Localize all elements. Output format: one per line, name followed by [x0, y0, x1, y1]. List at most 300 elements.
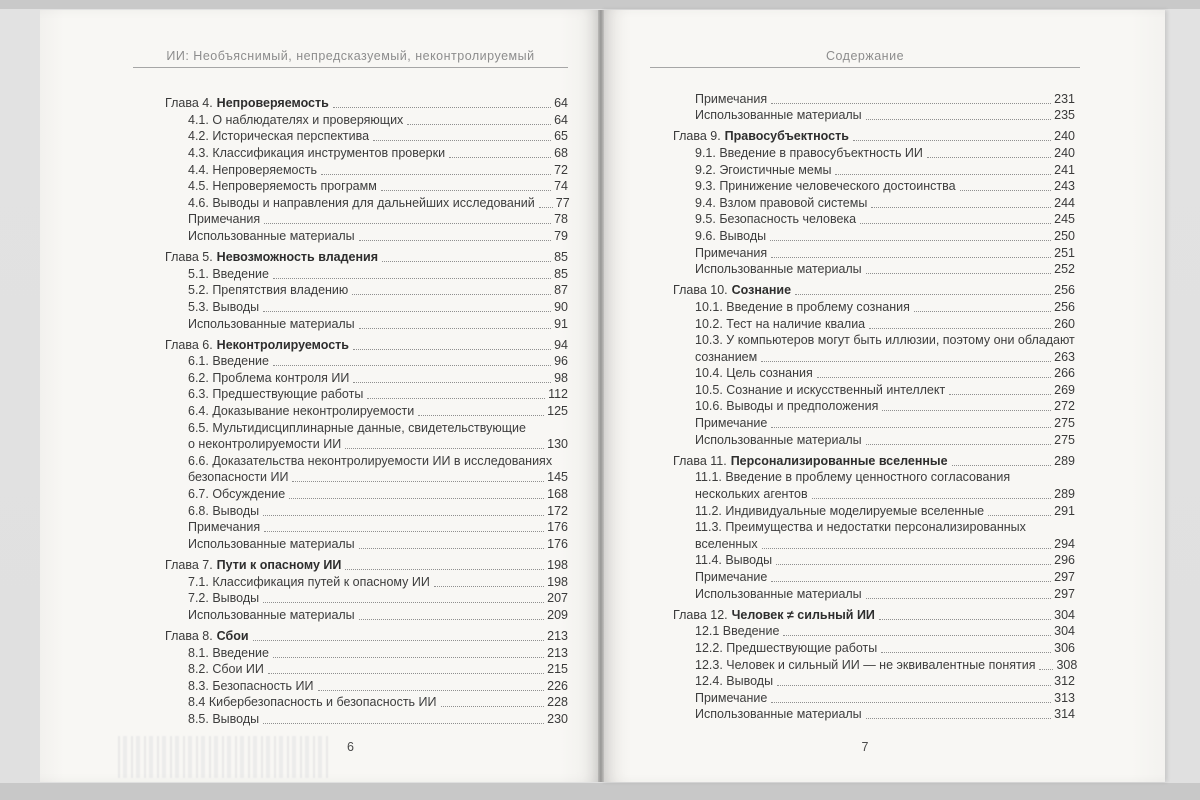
left-page-number: 6	[347, 740, 354, 754]
dot-leader	[264, 531, 544, 532]
dot-leader	[273, 278, 551, 279]
toc-page-ref: 65	[554, 129, 568, 144]
dot-leader	[359, 548, 544, 549]
chapter-number: Глава 11.	[673, 453, 727, 468]
toc-row	[650, 144, 1075, 161]
toc-row	[133, 535, 568, 552]
toc-entry-label: 4.3. Классификация инструментов проверки	[188, 145, 446, 160]
toc-page-ref: 312	[1054, 674, 1075, 689]
toc-row	[650, 519, 1075, 536]
toc-entry-label: 4.4. Непроверяемость	[188, 162, 317, 177]
toc-row	[133, 315, 568, 332]
toc-entry-label: 6.2. Проблема контроля ИИ	[188, 370, 350, 385]
toc-row	[650, 469, 1075, 486]
toc-entry-label: 8.1. Введение	[188, 645, 269, 660]
dot-leader	[866, 273, 1051, 274]
dot-leader	[318, 690, 545, 691]
dot-leader	[273, 365, 551, 366]
dot-leader	[771, 257, 1051, 258]
toc-row	[133, 386, 568, 403]
dot-leader	[253, 640, 545, 641]
toc-page-ref: 251	[1054, 245, 1075, 260]
dot-leader	[866, 718, 1051, 719]
toc-entry-label: 4.5. Непроверяемость программ	[188, 179, 377, 194]
toc-entry-label: 7.2. Выводы	[188, 591, 260, 606]
toc-page-ref: 91	[554, 316, 568, 331]
chapter-number: Глава 8.	[165, 628, 213, 643]
toc-entry-label: 10.6. Выводы и предположения	[695, 399, 879, 414]
toc-page-ref: 74	[554, 179, 568, 194]
toc-entry-label: 4.2. Историческая перспектива	[188, 129, 370, 144]
dot-leader	[373, 140, 551, 141]
toc-entry-label: 12.1 Введение	[695, 624, 780, 639]
toc-entry-label: 8.3. Безопасность ИИ	[188, 678, 314, 693]
chapter-number: Глава 6.	[165, 337, 213, 352]
toc-entry-label: Использованные материалы	[695, 586, 862, 601]
toc-page-ref: 240	[1054, 129, 1075, 144]
chapter-number: Глава 4.	[165, 96, 213, 111]
dot-leader	[539, 207, 553, 208]
dot-leader	[263, 723, 544, 724]
toc-entry-label-line1: 11.1. Введение в проблему ценностного согласования	[695, 470, 1011, 485]
toc-entry-label: Примечания	[695, 245, 768, 260]
toc-entry-label: Использованные материалы	[188, 607, 355, 622]
toc-row	[650, 673, 1075, 690]
toc-row	[650, 90, 1075, 107]
dot-leader	[812, 498, 1052, 499]
toc-page-ref: 289	[1054, 487, 1075, 502]
toc-page-ref: 77	[555, 195, 570, 210]
toc-row	[133, 606, 568, 623]
toc-entry-label: 6.7. Обсуждение	[188, 487, 286, 502]
toc-row	[133, 369, 568, 386]
toc-page-ref: 275	[1054, 432, 1075, 447]
toc-page-ref: 112	[548, 387, 568, 402]
toc-page-ref: 78	[554, 212, 568, 227]
toc-page-ref: 209	[547, 607, 568, 622]
toc-row	[133, 661, 568, 678]
dot-leader	[359, 328, 551, 329]
toc-entry-label-line1: 10.3. У компьютеров могут быть иллюзии, поэтому они обладают	[695, 333, 1075, 348]
dot-leader	[381, 190, 551, 191]
toc-row	[650, 282, 1075, 299]
toc-row	[650, 261, 1075, 278]
toc-entry-label-line1: 6.5. Мультидисциплинарные данные, свидетельствующие	[188, 420, 526, 435]
toc-page-ref: 235	[1054, 108, 1075, 123]
toc-row	[650, 706, 1075, 723]
toc-page-ref: 313	[1054, 690, 1075, 705]
toc-row	[650, 502, 1075, 519]
toc-page-ref: 250	[1054, 228, 1075, 243]
dot-leader	[321, 174, 551, 175]
chapter-title: Невозможность владения	[216, 250, 379, 265]
toc-page-ref: 256	[1054, 299, 1075, 314]
toc-page-ref: 289	[1054, 453, 1075, 468]
toc-page-ref: 215	[547, 662, 568, 677]
toc-page-ref: 308	[1056, 657, 1078, 672]
toc-entry-label: 10.2. Тест на наличие квалиа	[695, 316, 866, 331]
chapter-number: Глава 7.	[165, 558, 213, 572]
toc-page-ref: 256	[1054, 283, 1075, 298]
toc-row	[650, 639, 1075, 656]
chapter-title: Персонализированные вселенные	[730, 453, 948, 468]
toc-entry-label: Использованные материалы	[695, 707, 862, 722]
toc-entry-label: Использованные материалы	[695, 108, 862, 123]
toc-page-ref: 314	[1054, 707, 1075, 722]
toc-row	[133, 227, 568, 244]
toc-page-ref: 297	[1054, 586, 1075, 601]
toc-row	[650, 552, 1075, 569]
toc-row	[133, 249, 568, 266]
toc-page-ref: 207	[547, 591, 568, 606]
toc-row	[650, 178, 1075, 195]
dot-leader	[382, 261, 551, 262]
chapter-number: Глава 5.	[165, 250, 213, 265]
toc-row	[133, 95, 568, 112]
toc-entry-label-line2: нескольких агентов	[695, 487, 808, 502]
toc-entry-label: Использованные материалы	[695, 262, 862, 277]
dot-leader	[367, 398, 545, 399]
dot-leader	[860, 223, 1051, 224]
toc-row	[133, 502, 568, 519]
toc-row	[650, 623, 1075, 640]
toc-row	[133, 556, 568, 573]
toc-page-ref: 85	[554, 266, 568, 281]
dot-leader	[881, 652, 1051, 653]
dot-leader	[770, 240, 1051, 241]
chapter-title: Неконтролируемость	[216, 337, 349, 352]
toc-row	[650, 431, 1075, 448]
left-head-rule	[133, 67, 568, 68]
chapter-title: Пути к опасному ИИ	[216, 558, 342, 572]
dot-leader	[359, 240, 551, 241]
toc-page-ref: 240	[1054, 145, 1075, 160]
dot-leader	[871, 207, 1051, 208]
toc-page-ref: 243	[1054, 179, 1075, 194]
toc-row	[650, 161, 1075, 178]
toc-entry-label: Использованные материалы	[695, 432, 862, 447]
toc-row	[650, 332, 1075, 349]
toc-entry-label-line1: 11.3. Преимущества и недостатки персонализированных	[695, 520, 1026, 535]
toc-entry-label: Использованные материалы	[188, 536, 355, 551]
dot-leader	[776, 564, 1051, 565]
toc-entry-label: 5.3. Выводы	[188, 299, 260, 314]
toc-page-ref: 230	[547, 711, 568, 726]
toc-page-ref: 306	[1054, 640, 1075, 655]
toc-row	[650, 568, 1075, 585]
toc-page-ref: 172	[547, 503, 568, 518]
toc-entry-label: 7.1. Классификация путей к опасному ИИ	[188, 574, 430, 589]
toc-page-ref: 68	[554, 145, 568, 160]
dot-leader	[952, 465, 1052, 466]
toc-page-ref: 241	[1054, 162, 1075, 177]
dot-leader	[333, 107, 551, 108]
toc-entry-label: 12.3. Человек и сильный ИИ — не эквивалентные понятия	[695, 657, 1036, 672]
dot-leader	[783, 635, 1051, 636]
dot-leader	[353, 382, 551, 383]
toc-page-ref: 228	[547, 695, 568, 710]
dot-leader	[949, 394, 1051, 395]
dot-leader	[264, 223, 551, 224]
dot-leader	[914, 311, 1051, 312]
chapter-title: Сознание	[731, 283, 792, 298]
toc-row	[133, 178, 568, 195]
dot-leader	[292, 481, 544, 482]
toc-row	[133, 452, 568, 469]
toc-entry-label: Примечания	[188, 212, 261, 227]
toc-page-ref: 294	[1054, 536, 1075, 551]
toc-entry-label: Примечание	[695, 570, 768, 584]
toc-entry-label: Примечания	[188, 520, 261, 535]
dot-leader	[866, 444, 1051, 445]
right-head-rule	[650, 67, 1080, 68]
toc-row	[133, 211, 568, 228]
dot-leader	[441, 706, 545, 707]
dot-leader	[352, 294, 551, 295]
toc-row	[650, 452, 1075, 469]
dot-leader	[268, 673, 544, 674]
toc-row	[650, 585, 1075, 602]
toc-row	[650, 244, 1075, 261]
dot-leader	[263, 602, 544, 603]
toc-page-ref: 168	[547, 487, 568, 502]
chapter-number: Глава 12.	[673, 607, 728, 622]
toc-entry-label: 4.1. О наблюдателях и проверяющих	[188, 112, 404, 127]
dot-leader	[988, 515, 1051, 516]
dot-leader	[795, 294, 1051, 295]
toc-entry-label: 6.1. Введение	[188, 354, 269, 369]
toc-page-ref: 79	[554, 228, 568, 243]
toc-row	[650, 689, 1075, 706]
dot-leader	[761, 361, 1051, 362]
toc-page-ref: 125	[547, 404, 568, 419]
toc-row	[133, 282, 568, 299]
toc-entry-label: 10.5. Сознание и искусственный интеллект	[695, 382, 946, 397]
dot-leader	[853, 140, 1051, 141]
right-page-number: 7	[861, 740, 869, 754]
toc-page-ref: 130	[547, 437, 568, 452]
chapter-title: Сбои	[216, 628, 249, 643]
toc-entry-label: Примечание	[695, 690, 768, 705]
dot-leader	[866, 598, 1051, 599]
toc-page-ref: 96	[554, 354, 568, 369]
toc-page-ref: 145	[547, 470, 568, 485]
dot-leader	[927, 157, 1051, 158]
toc-entry-label: 9.6. Выводы	[695, 228, 767, 243]
dot-leader	[762, 548, 1052, 549]
dot-leader	[263, 515, 544, 516]
toc-page-ref: 87	[554, 283, 568, 298]
toc-row	[650, 656, 1078, 673]
dot-leader	[777, 685, 1051, 686]
dot-leader	[817, 377, 1051, 378]
toc-row	[133, 627, 568, 644]
toc-entry-label-line1: 6.6. Доказательства неконтролируемости ИИ в исследованиях	[188, 453, 553, 468]
dot-leader	[960, 190, 1052, 191]
dot-leader	[418, 415, 544, 416]
toc-entry-label: 10.4. Цель сознания	[695, 366, 813, 381]
toc-row	[650, 485, 1075, 502]
chapter-number: Глава 9.	[673, 129, 721, 144]
toc-row	[650, 298, 1075, 315]
dot-leader	[771, 427, 1051, 428]
toc-page-ref: 275	[1054, 416, 1075, 431]
toc-entry-label: 12.2. Предшествующие работы	[695, 640, 878, 655]
toc-entry-label-line2: сознанием	[695, 349, 758, 364]
dot-leader	[345, 569, 544, 570]
dot-leader	[263, 311, 551, 312]
toc-row	[650, 606, 1075, 623]
toc-entry-label: Использованные материалы	[188, 316, 355, 331]
toc-entry-label: Примечание	[695, 416, 768, 431]
toc-row	[133, 336, 568, 353]
toc-row	[650, 535, 1075, 552]
toc-row	[133, 419, 568, 436]
toc-page-ref: 213	[547, 628, 568, 643]
toc-row	[650, 365, 1075, 382]
toc-row	[133, 436, 568, 453]
chapter-title: Человек ≠ сильный ИИ	[731, 607, 875, 622]
dot-leader	[835, 174, 1051, 175]
toc-entry-label-line2: безопасности ИИ	[188, 470, 289, 485]
chapter-title: Правосубъектность	[724, 129, 849, 144]
toc-page-ref: 98	[554, 370, 568, 385]
toc-left-column	[133, 90, 568, 727]
toc-entry-label-line2: о неконтролируемости ИИ	[188, 437, 342, 452]
bleed-through-barcode	[118, 736, 330, 778]
toc-page-ref: 297	[1054, 570, 1075, 584]
toc-row	[650, 227, 1075, 244]
toc-row	[133, 111, 568, 128]
toc-page-ref: 213	[547, 645, 568, 660]
toc-row	[133, 710, 568, 727]
toc-page-ref: 244	[1054, 195, 1075, 210]
toc-page-ref: 304	[1054, 624, 1075, 639]
dot-leader	[879, 619, 1051, 620]
toc-row	[133, 519, 568, 536]
toc-page-ref: 304	[1054, 607, 1075, 622]
dot-leader	[434, 586, 544, 587]
toc-row	[650, 398, 1075, 415]
toc-page-ref: 64	[554, 112, 568, 127]
toc-row	[650, 414, 1075, 431]
toc-page-ref: 269	[1054, 382, 1075, 397]
toc-page-ref: 176	[547, 520, 568, 535]
dot-leader	[771, 581, 1051, 582]
toc-page-ref: 94	[554, 337, 568, 352]
toc-row	[650, 128, 1075, 145]
toc-row	[133, 402, 568, 419]
toc-row	[133, 298, 568, 315]
toc-row	[650, 348, 1075, 365]
toc-page-ref: 64	[554, 96, 568, 111]
toc-entry-label: 8.2. Сбои ИИ	[188, 662, 264, 677]
toc-entry-label: 12.4. Выводы	[695, 674, 774, 689]
toc-page-ref: 291	[1054, 503, 1075, 518]
toc-entry-label: 9.5. Безопасность человека	[695, 212, 857, 227]
toc-row	[650, 381, 1075, 398]
toc-entry-label: 11.2. Индивидуальные моделируемые вселенные	[695, 503, 985, 518]
toc-page-ref: 231	[1054, 91, 1075, 106]
toc-row	[650, 211, 1075, 228]
toc-page-ref: 263	[1054, 349, 1075, 364]
toc-page-ref: 252	[1054, 262, 1075, 277]
toc-entry-label: 9.3. Принижение человеческого достоинства	[695, 179, 956, 194]
toc-entry-label: 9.1. Введение в правосубъектность ИИ	[695, 145, 923, 160]
toc-entry-label: 9.2. Эгоистичные мемы	[695, 162, 832, 177]
toc-entry-label: 5.1. Введение	[188, 266, 269, 281]
toc-entry-label: Использованные материалы	[188, 228, 355, 243]
dot-leader	[407, 124, 551, 125]
toc-page-ref: 245	[1054, 212, 1075, 227]
dot-leader	[1039, 669, 1053, 670]
toc-entry-label: 6.4. Доказывание неконтролируемости	[188, 404, 415, 419]
dot-leader	[771, 103, 1051, 104]
toc-entry-label: 8.4 Кибербезопасность и безопасность ИИ	[188, 695, 437, 710]
dot-leader	[353, 349, 551, 350]
toc-entry-label-line2: вселенных	[695, 536, 758, 551]
dot-leader	[869, 328, 1051, 329]
toc-page-ref: 198	[547, 558, 568, 572]
dot-leader	[449, 157, 551, 158]
toc-row	[133, 485, 568, 502]
toc-row	[133, 194, 568, 211]
toc-page-ref: 296	[1054, 553, 1075, 568]
dot-leader	[771, 702, 1051, 703]
left-running-head: ИИ: Необъяснимый, непредсказуемый, неконтролируемый	[166, 49, 535, 63]
toc-page-ref: 85	[554, 250, 568, 265]
toc-entry-label: 10.1. Введение в проблему сознания	[695, 299, 910, 314]
toc-row	[650, 107, 1075, 124]
toc-entry-label: Примечания	[695, 91, 768, 106]
toc-entry-label: 6.3. Предшествующие работы	[188, 387, 364, 402]
toc-right-column	[650, 90, 1078, 722]
dot-leader	[273, 657, 544, 658]
toc-entry-label: 5.2. Препятствия владению	[188, 283, 349, 298]
toc-row	[133, 694, 568, 711]
toc-entry-label: 9.4. Взлом правовой системы	[695, 195, 868, 210]
dot-leader	[289, 498, 544, 499]
toc-page-ref: 176	[547, 536, 568, 551]
book-gutter	[598, 10, 604, 782]
dot-leader	[866, 119, 1051, 120]
toc-row	[133, 573, 568, 590]
toc-entry-label: 6.8. Выводы	[188, 503, 260, 518]
toc-row	[133, 144, 568, 161]
chapter-title: Непроверяемость	[216, 96, 329, 111]
toc-page-ref: 260	[1054, 316, 1075, 331]
toc-row	[133, 265, 568, 282]
toc-row	[133, 590, 568, 607]
toc-page-ref: 90	[554, 299, 568, 314]
toc-row	[133, 644, 568, 661]
chapter-number: Глава 10.	[673, 283, 728, 298]
toc-page-ref: 72	[554, 162, 568, 177]
toc-row	[133, 469, 568, 486]
toc-row	[650, 194, 1075, 211]
toc-page-ref: 266	[1054, 366, 1075, 381]
toc-row	[133, 353, 568, 370]
toc-entry-label: 4.6. Выводы и направления для дальнейших исследований	[188, 195, 535, 210]
toc-entry-label: 11.4. Выводы	[695, 553, 773, 568]
right-running-head: Содержание	[825, 49, 905, 63]
toc-row	[133, 128, 568, 145]
toc-entry-label: 8.5. Выводы	[188, 711, 260, 726]
toc-row	[133, 677, 568, 694]
dot-leader	[359, 619, 544, 620]
dot-leader	[882, 410, 1051, 411]
dot-leader	[345, 448, 544, 449]
